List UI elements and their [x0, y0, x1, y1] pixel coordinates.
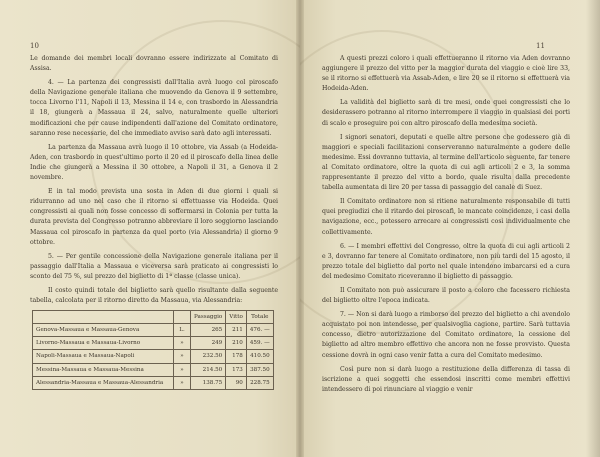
paragraph: Così pure non si darà luogo a restituzione della differenza di tassa di iscrizione a quei soggetti che essendosi inscritti come membri effettivi intendessero di poi rinunciare al viaggio e venir: [322, 365, 570, 393]
paragraph: 7. — Non si darà luogo a rimborso del prezzo del biglietto a chi avendolo acquistato poi non intendesse, per qualsivoglia cagione, partire. Sarà tuttavia concesso, dietro autorizzazione del Comitato ordinatore, la cessione del biglietto ad altro membro effettivo che ancora non ne fosse provvisto. Questa cessione dovrà in ogni caso venir fatta a cura del Comitato medesimo.: [322, 311, 570, 359]
fare-table: [32, 310, 274, 390]
paragraph: I signori senatori, deputati e quelle altre persone che godessero già di maggiori e speciali facilitazioni conserveranno naturalmente a godere delle medesime. Essi dovranno tuttavia, al termine dell'articolo seguente, far tenere al Comitato ordinatore, oltre la quota di cui agli articoli 2 e 3, la somma rappresentante il prezzo del vitto a bordo, quale risulta dalla precedente tabella aumentata di lire 20 per tassa di passaggio del canale di Suez.: [322, 133, 570, 192]
header-cell: Passaggio: [191, 311, 226, 324]
paragraph: La validità del biglietto sarà di tre mesi, onde quei congressisti che lo desiderassero potranno al ritorno interrompere il viaggio in qualsiasi dei porti di scalo e proseguire poi con altro piroscafo della medesima società.: [322, 99, 570, 127]
board-cell: 211: [226, 324, 247, 337]
route-cell: Napoli-Massaua e Massaua-Napoli: [33, 350, 174, 363]
passage-cell: 214.50: [191, 363, 226, 376]
left-body-text: [30, 54, 278, 390]
page-number: 10: [30, 42, 39, 50]
table-row: [33, 324, 274, 337]
paragraph: 4. — La partenza dei congressisti dall'Italia avrà luogo col piroscafo della Navigazione generale italiana che muovendo da Genova il 9 settembre, tocca Livorno l'11, Napoli il 13, Messina il 14 e, con trasbordo in Alessandria il 18, giungerà a Massaua il 24, salvo, naturalmente quelle ulteriori modificazioni che per cause indipendenti dall'azione del Comitato ordinatore, saranno rese necessarie, del che immediato avviso sarà dato agli interessati.: [30, 79, 278, 137]
paragraph: A questi prezzi coloro i quali effettueranno il ritorno via Aden dovranno aggiungere il prezzo del vitto per la maggior durata del viaggio e cioè lire 33, se il ritorno si effettuerà via Assab-Aden, e lire 20 se il ritorno si effettuerà via Hodeida-Aden.: [322, 55, 570, 93]
paragraph: 5. — Per gentile concessione della Navigazione generale italiana per il passaggio dall'Italia a Massaua e viceversa sarà praticato ai congressisti lo sconto del 75 %, sul prezzo del biglietto di 1ª classe (classe unica).: [30, 252, 278, 280]
book-gutter: [296, 0, 304, 457]
passage-cell: 249: [191, 337, 226, 350]
table-row: [33, 376, 274, 389]
header-cell: [33, 311, 174, 324]
total-cell: 476. —: [246, 324, 273, 337]
paragraph: Il Comitato non può assicurare il posto a coloro che facessero richiesta del biglietto oltre l'epoca indicata.: [322, 286, 570, 305]
header-cell: Vitto: [226, 311, 247, 324]
total-cell: 459. —: [246, 337, 273, 350]
paragraph: E in tal modo prevista una sosta in Aden di due giorni i quali si ridurranno ad uno nel caso che il ritorno si effettuasse via Hodeida. Quei congressisti ai quali non fosse concesso di soffermarsi in Colonia per tutta la durata prevista del Congresso potranno abbreviare il loro soggiorno lasciando Massaua col piroscafo in partenza da quel porto (via Alessandria) il giorno 9 ottobre.: [30, 188, 278, 246]
currency-cell: »: [174, 376, 191, 389]
total-cell: 410.50: [246, 350, 273, 363]
header-cell: [174, 311, 191, 324]
paragraph: Il costo quindi totale del biglietto sarà quello risultante dalla seguente tabella, calcolata per il ritorno diretto da Massaua, via Alessandria:: [30, 286, 278, 305]
currency-cell: »: [174, 337, 191, 350]
route-cell: Alessandria-Massaua e Massaua-Alessandria: [33, 376, 174, 389]
table-row: [33, 337, 274, 350]
route-cell: Messina-Massaua e Massaua-Messina: [33, 363, 174, 376]
board-cell: 173: [226, 363, 247, 376]
board-cell: 178: [226, 350, 247, 363]
passage-cell: 265: [191, 324, 226, 337]
total-cell: 228.75: [246, 376, 273, 389]
board-cell: 210: [226, 337, 247, 350]
currency-cell: »: [174, 350, 191, 363]
table-row: [33, 363, 274, 376]
currency-cell: »: [174, 363, 191, 376]
paragraph: 6. — I membri effettivi del Congresso, oltre la quota di cui agli articoli 2 e 3, dovranno far tenere al Comitato ordinatore, non più tardi del 15 agosto, il prezzo totale del biglietto dal porto nel quale intendono imbarcarsi ed a cura del medesimo Comitato riceveranno il biglietto di passaggio.: [322, 242, 570, 280]
paragraph: Il Comitato ordinatore non si ritiene naturalmente responsabile di tutti quei pregiudizi che il ritardo dei piroscafi, le mancate coincidenze, i casi della navigazione, ecc., potessero arrecare ai congressisti così individualmente che collettivamente.: [322, 198, 570, 236]
paragraph: La partenza da Massaua avrà luogo il 10 ottobre, via Assab (a Hodeida-Aden, con trasbordo in quest'ultimo porto il 20 ed il piroscafo della linea delle Indie che giungerà a Messina il 30 ottobre, a Napoli il 31, a Genova il 2 novembre.: [30, 143, 278, 182]
table-row: [33, 350, 274, 363]
board-cell: 90: [226, 376, 247, 389]
passage-cell: 232.50: [191, 350, 226, 363]
fare-table-header: [33, 311, 274, 324]
total-cell: 387.50: [246, 363, 273, 376]
right-page: [300, 0, 600, 457]
page-edge-shadow: [586, 0, 600, 457]
passage-cell: 138.75: [191, 376, 226, 389]
route-cell: Livorno-Massaua e Massaua-Livorno: [33, 337, 174, 350]
paragraph: Le domande dei membri locali dovranno essere indirizzate al Comitato di Assisa.: [30, 55, 278, 73]
header-cell: Totale: [246, 311, 273, 324]
right-body-text: [322, 54, 570, 399]
route-cell: Genova-Massaua e Massaua-Genova: [33, 324, 174, 337]
page-number: 11: [536, 42, 545, 50]
currency-cell: L.: [174, 324, 191, 337]
